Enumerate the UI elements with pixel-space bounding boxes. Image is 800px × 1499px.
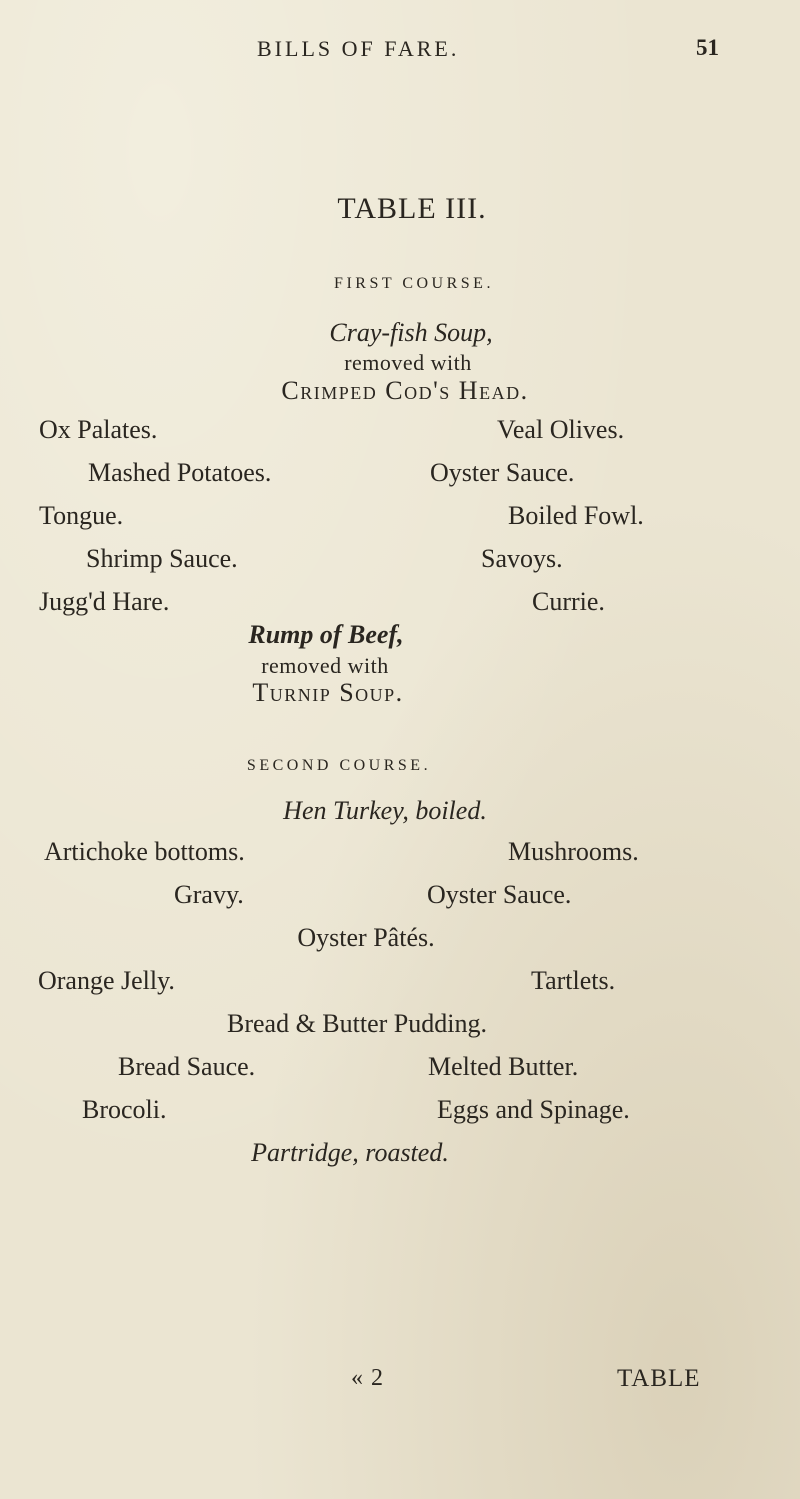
first-course-heading: FIRST COURSE. [334, 275, 494, 292]
catchword: TABLE [617, 1365, 701, 1392]
second-course-left-3: Orange Jelly. [38, 966, 175, 995]
first-course-bottom-remove-dish: Turnip Soup. [252, 678, 404, 707]
first-course-right-5: Currie. [532, 587, 605, 616]
first-course-bottom-removed: removed with [261, 653, 389, 678]
first-course-right-1: Veal Olives. [497, 415, 625, 444]
first-course-right-4: Savoys. [481, 544, 563, 573]
second-course-right-5: Eggs and Spinage. [437, 1095, 630, 1124]
first-course-left-3: Tongue. [39, 501, 124, 530]
first-course-top-dish: Cray-fish Soup, [329, 318, 493, 347]
running-title: BILLS OF FARE. [257, 36, 460, 61]
second-course-heading: SECOND COURSE. [246, 757, 432, 774]
first-course-left-4: Shrimp Sauce. [86, 544, 238, 573]
first-course-left-1: Ox Palates. [39, 415, 158, 444]
second-course-left-5: Brocoli. [82, 1095, 167, 1124]
second-course-right-4: Melted Butter. [428, 1052, 579, 1081]
first-course-top-removed: removed with [344, 350, 472, 375]
second-course-left-1: Artichoke bottoms. [44, 837, 245, 866]
second-course-left-4: Bread Sauce. [118, 1052, 256, 1081]
second-course-right-2: Oyster Sauce. [427, 880, 572, 909]
first-course-right-2: Oyster Sauce. [430, 458, 575, 487]
second-course-center-2: Bread & Butter Pudding. [227, 1009, 487, 1038]
first-course-left-5: Jugg'd Hare. [39, 587, 170, 616]
second-course-right-3: Tartlets. [531, 966, 616, 995]
second-course-left-2: Gravy. [174, 880, 244, 909]
second-course-center-1: Oyster Pâtés. [297, 923, 435, 952]
table-title: TABLE III. [337, 192, 487, 225]
second-course-right-1: Mushrooms. [508, 837, 639, 866]
first-course-right-3: Boiled Fowl. [508, 501, 644, 530]
first-course-top-remove-dish: Crimped Cod's Head. [281, 376, 529, 405]
page-number: 51 [696, 35, 719, 60]
first-course-bottom-dish: Rump of Beef, [248, 620, 404, 649]
signature-mark: « 2 [351, 1365, 384, 1391]
first-course-left-2: Mashed Potatoes. [88, 458, 272, 487]
second-course-top-dish: Hen Turkey, boiled. [283, 796, 487, 825]
second-course-bottom-dish: Partridge, roasted. [251, 1138, 449, 1167]
